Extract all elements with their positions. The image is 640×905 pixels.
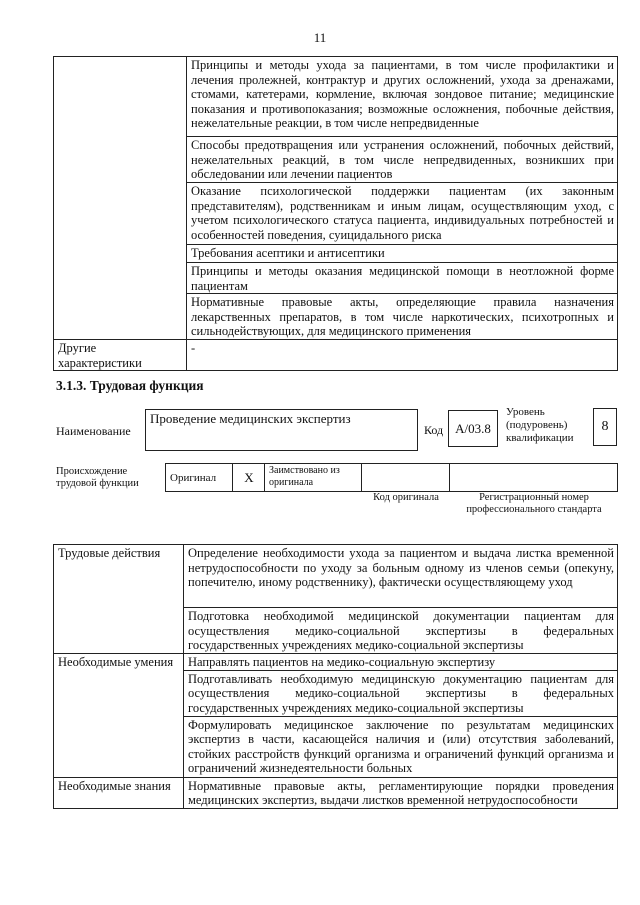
reg-number-cell [450,464,618,492]
table-cell: Оказание психологической поддержки пациентам (их законным представителям), родственникам и иным лицам, осуществляющим уход, с учетом психологического статуса пациента, индивидуальных потребностей и особенностей поведения, суицидального риска [187,183,618,245]
page-number: 11 [313,30,327,45]
table-row [54,777,618,808]
code-label: Код [424,423,444,437]
table-cell: Подготовка необходимой медицинской документации пациентам для осуществления медико-социальной экспертизы в федеральных государственных учреждениях медико-социальной экспертизы [184,608,618,654]
row-label: Необходимые знания [54,777,184,808]
table-cell: Принципы и методы оказания медицинской помощи в неотложной форме пациентам [187,263,618,294]
function-name-box [145,409,418,451]
row-label-empty [54,57,187,340]
table-cell: Определение необходимости ухода за пациентом и выдача листка временной нетрудоспособности по уходу за больным одному из членов семьи (опекуну, попечителю, иному родственнику), фактически осуществляющему уход [184,545,618,608]
level-box [593,408,617,446]
qualification-level: 8 [601,419,609,434]
table-row [54,654,618,671]
table-cell: Формулировать медицинское заключение по результатам медицинских экспертиз в части, касающейся наличия и (или) отсутствия заболеваний, стойких расстройств функций организма и ограничений функций организма и ограничений жизнедеятельности больных [184,716,618,777]
table-row [54,57,618,137]
code-original-cell [362,464,450,492]
level-label: Уровень (подуровень) квалификации [506,406,574,444]
function-code: А/03.8 [455,421,491,436]
original-mark: X [233,464,265,492]
code-original-caption: Код оригинала [373,492,439,503]
table-cell: Нормативные правовые акты, регламентирующие порядки проведения медицинских экспертиз, выдачи листков временной нетрудоспособности [184,777,618,808]
table-cell: Способы предотвращения или устранения осложнений, побочных действий, нежелательных реакций, в том числе непредвиденных, возникших при обследовании или лечении пациентов [187,137,618,183]
function-name: Проведение медицинских экспертиз [150,411,351,426]
table-cell: Требования асептики и антисептики [187,245,618,263]
labor-function-table [53,544,618,809]
table-row [54,545,618,608]
section-heading: 3.1.3. Трудовая функция [56,378,204,393]
origin-label: Происхождение трудовой функции [56,466,139,489]
origin-table [165,463,618,492]
borrowed-label: Заимствовано из оригинала [265,464,362,492]
row-label: Другие характеристики [54,340,187,371]
code-box [448,410,498,447]
table-cell: Нормативные правовые акты, определяющие правила назначения лекарственных препаратов, в том числе наркотических, психотропных и сильнодействующих, для медицинского применения [187,294,618,340]
table-cell: Подготавливать необходимую медицинскую документацию пациентам для осуществления медико-социальной экспертизы в федеральных государственных учреждениях медико-социальной экспертизы [184,670,618,716]
table-row [54,340,618,371]
name-label: Наименование [56,424,131,438]
reg-number-caption: Регистрационный номер профессионального стандарта [466,492,602,515]
table-cell: Принципы и методы ухода за пациентами, в том числе профилактики и лечения пролежней, контрактур и других осложнений, ухода за дренажами, стомами, катетерами, кормление, включая зондовое питание; медицинские показания и противопоказания; возможные осложнения, побочные действия, нежелательные реакции, в том числе непредвиденные [187,57,618,137]
original-label: Оригинал [166,464,233,492]
table-row [166,464,618,492]
table-cell: - [187,340,618,371]
table-cell: Направлять пациентов на медико-социальную экспертизу [184,654,618,671]
knowledge-table-continued [53,56,618,371]
row-label: Необходимые умения [54,654,184,778]
row-label: Трудовые действия [54,545,184,654]
